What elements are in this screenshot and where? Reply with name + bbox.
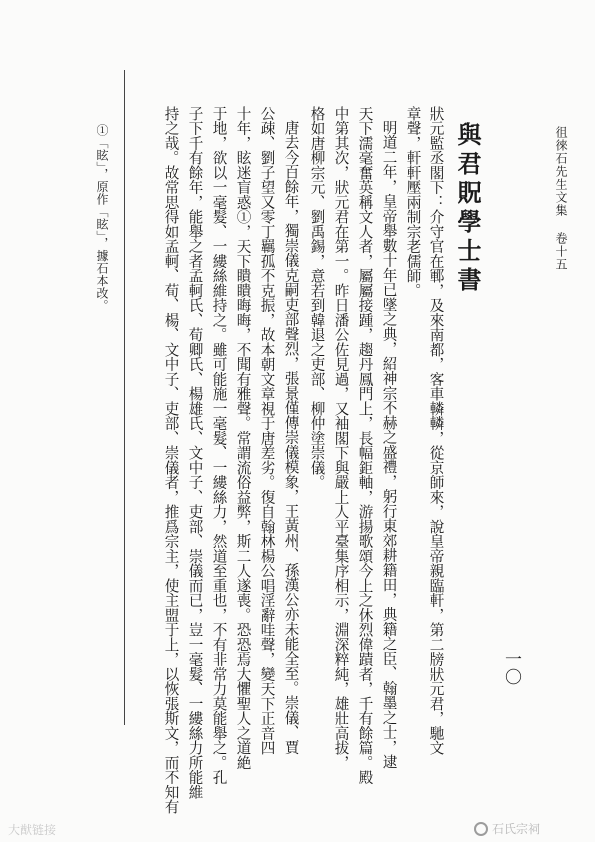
page-number: 一〇 [501, 650, 521, 686]
text-column-5: 中第其次，狀元君在第一。昨日潘公佐見過，又袖閣下與嚴上人平臺集序相示，淵深粹純，雄壯高拔， [332, 106, 350, 770]
running-head-book-title: 徂徠石先生文集 [554, 126, 568, 217]
text-column-10: 于地，欲以一毫髮、一縷絲維持之。雖可能施一毫髮、一縷絲力，然道至重也，不有非常力莫能舉之。孔 [210, 106, 228, 785]
text-column-6: 格如唐柳宗元、劉禹錫，意若到韓退之吏部、柳仲塗崇儀。 [308, 106, 326, 490]
text-column-12: 持之哉。故常思得如孟軻、荀、楊、文中子、吏部、崇儀者，推爲宗主，使主盟于上，以恢張斯文，而不知有 [162, 106, 180, 814]
watermark-left [8, 821, 56, 838]
watermark-left-text: 大猷链接 [8, 823, 57, 837]
letter-title: 與君貺學士書 [453, 122, 482, 296]
footnote-separator [124, 70, 125, 725]
watermark-right [474, 820, 540, 837]
text-column-7: 唐去今百餘年，獨崇儀克嗣吏部聲烈，張景僅傳崇儀模象，王黃州、孫漢公亦未能全至。崇儀、賈 [282, 120, 300, 755]
text-column-1: 狀元監丞閣下：介守官在鄆，及來南都，客車轔轔，從京師來，說皇帝親臨軒，第二牓狀元君，馳文 [427, 106, 445, 755]
text-column-4: 天下濡毫奮英稱文人者，屬屬接踵，趨丹鳳門上，長幅鉅軸，游揚歌頌今上之休烈偉蹟者，千有餘篇。殿 [356, 106, 374, 785]
text-column-11: 子下千有餘年，能舉之者孟軻氏、荀卿氏、楊雄氏、文中子、吏部、崇儀而已，豈一毫髮、一縷絲力所能維 [186, 106, 204, 800]
wechat-logo-icon [474, 822, 488, 836]
text-column-3: 明道二年，皇帝舉數十年已墜之典，紹神宗不赫之盛禮，躬行東郊耕籍田，典籍之臣、翰墨之士，逮 [380, 120, 398, 769]
text-column-8: 公疎、劉子望又零丁羈孤不克振，故本朝文章視于唐差劣。復自翰林楊公唱淫辭哇聲，變天下正音四 [258, 106, 276, 755]
text-column-2: 章聲，軒軒壓兩制宗老儒師。 [404, 106, 422, 298]
watermark-right-text: 石氏宗祠 [492, 822, 541, 836]
footnote: ①「眩」，原作「眩」，據石本改。 [95, 124, 109, 312]
text-column-9: 十年，眩迷盲惑①，天下瞶瞶晦晦，不聞有雅聲。常謂流俗益弊，斯二人遂喪。恐恐焉大懼聖人之道絶 [234, 106, 252, 770]
running-head-volume: 卷十五 [554, 232, 568, 271]
